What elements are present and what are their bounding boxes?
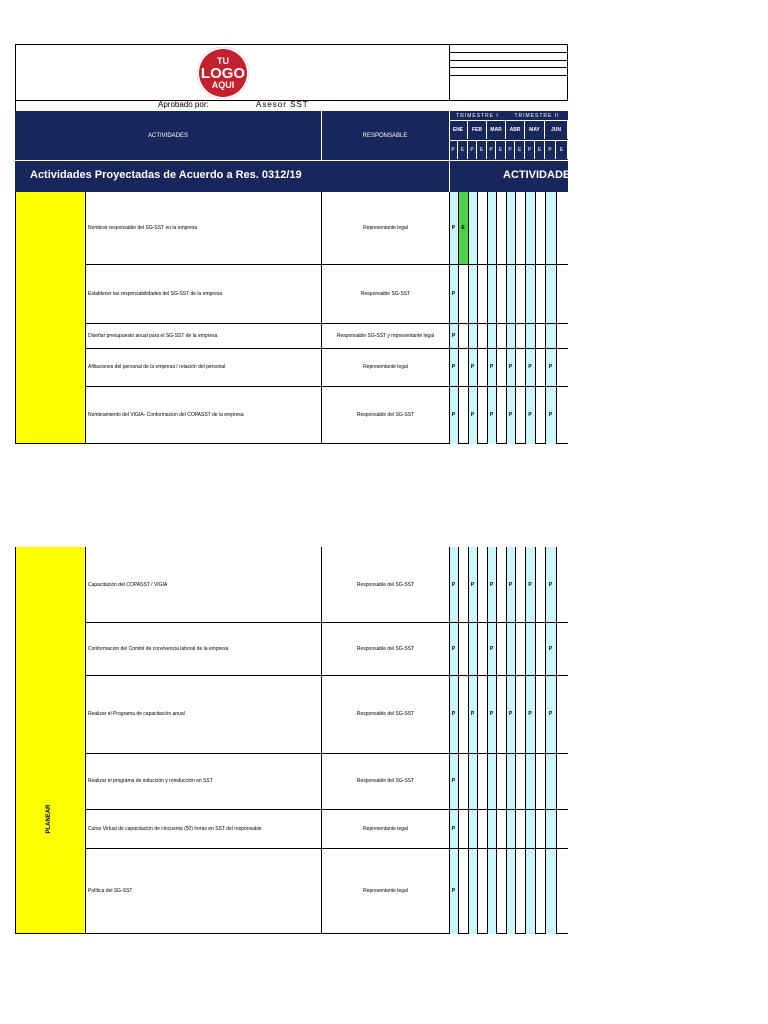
month-header-3: ABR — [506, 121, 525, 139]
pe-header-10: P — [545, 141, 556, 159]
logo-text-3: AQUI — [211, 79, 235, 90]
grid-line — [487, 547, 488, 934]
responsible-cell: Responsable del SG-SST — [321, 675, 449, 753]
plan-mark: P — [489, 364, 494, 370]
activity-cell: Diseñar presupuesto anual para el SG-SST de la empresa — [85, 323, 321, 348]
activity-cell: Capacitación del COPASST / VIGIA — [85, 547, 321, 622]
pe-header-0: P — [449, 141, 458, 159]
responsible-cell: Representante legal — [321, 809, 449, 848]
month-header-0: ENE — [449, 121, 468, 139]
phase-label: PLANEAR — [46, 804, 52, 834]
pe-header-11: E — [556, 141, 568, 159]
activity-cell: Establecer las responsabilidades del SG-SST de la empresa — [85, 264, 321, 323]
pe-header-7: E — [515, 141, 525, 159]
banner-right: ACTIVIDADE — [503, 169, 571, 181]
responsible-cell: Responsable del SG-SST — [321, 386, 449, 444]
plan-mark: P — [451, 412, 456, 418]
grid-line — [515, 547, 516, 934]
plan-mark: P — [489, 645, 494, 652]
pe-header-5: E — [496, 141, 506, 159]
grid-line — [449, 547, 450, 934]
grid-line — [458, 192, 459, 444]
plan-mark: P — [508, 711, 513, 717]
plan-mark: P — [451, 645, 456, 652]
plan-mark: P — [528, 364, 532, 370]
plan-mark: P — [451, 225, 456, 231]
responsible-cell: Responsable del SG-SST — [321, 622, 449, 675]
activity-cell: Curso Virtual de capacitación de cincuenta (50) horas en SST del responsable — [85, 809, 321, 848]
plan-mark: P — [528, 412, 532, 418]
execution-mark: E — [461, 225, 465, 231]
plan-mark: P — [508, 581, 513, 588]
month-header-4: MAY — [525, 121, 545, 139]
grid-line — [468, 192, 469, 444]
pe-header-3: E — [477, 141, 487, 159]
pe-header-2: P — [468, 141, 477, 159]
grid-line — [535, 192, 536, 444]
banner-sep — [449, 160, 450, 192]
plan-mark: P — [508, 412, 513, 418]
plan-mark: P — [451, 711, 456, 717]
grid-line — [525, 547, 526, 934]
header-trimestre-1: TRIMESTRE I — [456, 112, 499, 119]
responsible-cell: Responsable del SG-SST — [321, 547, 449, 622]
plan-mark: P — [470, 581, 475, 588]
grid-line — [525, 192, 526, 444]
grid-line — [535, 547, 536, 934]
pe-header-8: P — [525, 141, 535, 159]
month-header-1: FEB — [468, 121, 487, 139]
month-header-2: MAR — [487, 121, 506, 139]
grid-line — [458, 547, 459, 934]
header-line — [449, 75, 568, 76]
plan-mark: P — [508, 364, 513, 370]
header-actividades: ACTIVIDADES — [147, 132, 188, 139]
activity-cell: Afiliaciones del personal de la empresa / relación del personal — [85, 348, 321, 386]
company-logo — [197, 47, 249, 99]
plan-mark: P — [548, 581, 553, 588]
activity-cell: Realizar el programa de inducción y reinducción en SST — [85, 753, 321, 809]
activity-cell: Nombramiento del VIGIA- Conformacion del COPASST de la empresa — [85, 386, 321, 444]
plan-mark: P — [548, 364, 553, 370]
grid-line — [496, 547, 497, 934]
grid-line — [506, 547, 507, 934]
responsible-cell: Responsable del SG-SST — [321, 753, 449, 809]
grid-line — [556, 192, 557, 444]
grid-line — [496, 192, 497, 444]
logo-text-2: LOGO — [200, 64, 246, 82]
grid-line — [545, 192, 546, 444]
grid-line — [515, 192, 516, 444]
plan-mark: P — [470, 711, 475, 717]
header-trimestre-2: TRIMESTRE II — [514, 112, 560, 119]
responsible-cell: Responsable SG-SST — [321, 264, 449, 323]
month-header-5: JUN — [545, 121, 568, 139]
banner-title: Actividades Proyectadas de Acuerdo a Res. 0312/19 — [30, 169, 302, 181]
pe-header-1: E — [458, 141, 468, 159]
plan-mark: P — [489, 711, 494, 717]
header-line — [449, 60, 568, 61]
header-line — [449, 67, 568, 68]
logo-text-1: TU — [217, 55, 229, 66]
activity-cell: Conformacion del Comité de convivencia laboral de la empresa — [85, 622, 321, 675]
grid-line — [556, 547, 557, 934]
grid-line — [477, 192, 478, 444]
plan-mark: P — [548, 645, 553, 652]
plan-mark: P — [451, 825, 456, 832]
header-responsable: RESPONSABLE — [362, 132, 408, 139]
pe-header-4: P — [487, 141, 496, 159]
grid-line — [449, 192, 450, 444]
grid-line — [477, 547, 478, 934]
pe-header-6: P — [506, 141, 515, 159]
responsible-cell: Responsable SG-SST y representante legal — [321, 323, 449, 348]
activity-cell: Realizar el Programa de capacitación anual — [85, 675, 321, 753]
aprobado-label: Aprobado por: — [158, 100, 209, 109]
plan-mark: P — [489, 412, 494, 418]
activity-cell: Política del SG-SST — [85, 848, 321, 934]
plan-mark: P — [451, 888, 456, 894]
grid-line — [468, 547, 469, 934]
plan-mark: P — [451, 581, 456, 588]
plan-mark: P — [548, 412, 553, 418]
plan-mark: P — [548, 711, 553, 717]
grid-line — [487, 192, 488, 444]
plan-mark: P — [451, 364, 456, 370]
grid-line — [506, 192, 507, 444]
plan-mark: P — [528, 581, 532, 588]
plan-mark: P — [451, 332, 456, 339]
responsible-cell: Representante legal — [321, 348, 449, 386]
pe-header-9: E — [535, 141, 545, 159]
plan-mark: P — [470, 412, 475, 418]
plan-mark: P — [470, 364, 475, 370]
responsible-cell: Representante legal — [321, 192, 449, 264]
header-line — [449, 52, 568, 53]
responsible-cell: Representante legal — [321, 848, 449, 934]
activity-cell: Nombrar responsable del SG-SST en la empresa — [85, 192, 321, 264]
plan-mark: P — [451, 290, 456, 297]
plan-mark: P — [528, 711, 532, 717]
grid-line — [545, 547, 546, 934]
plan-mark: P — [451, 778, 456, 784]
plan-mark: P — [489, 581, 494, 588]
aprobado-value: Asesor SST — [256, 100, 309, 109]
